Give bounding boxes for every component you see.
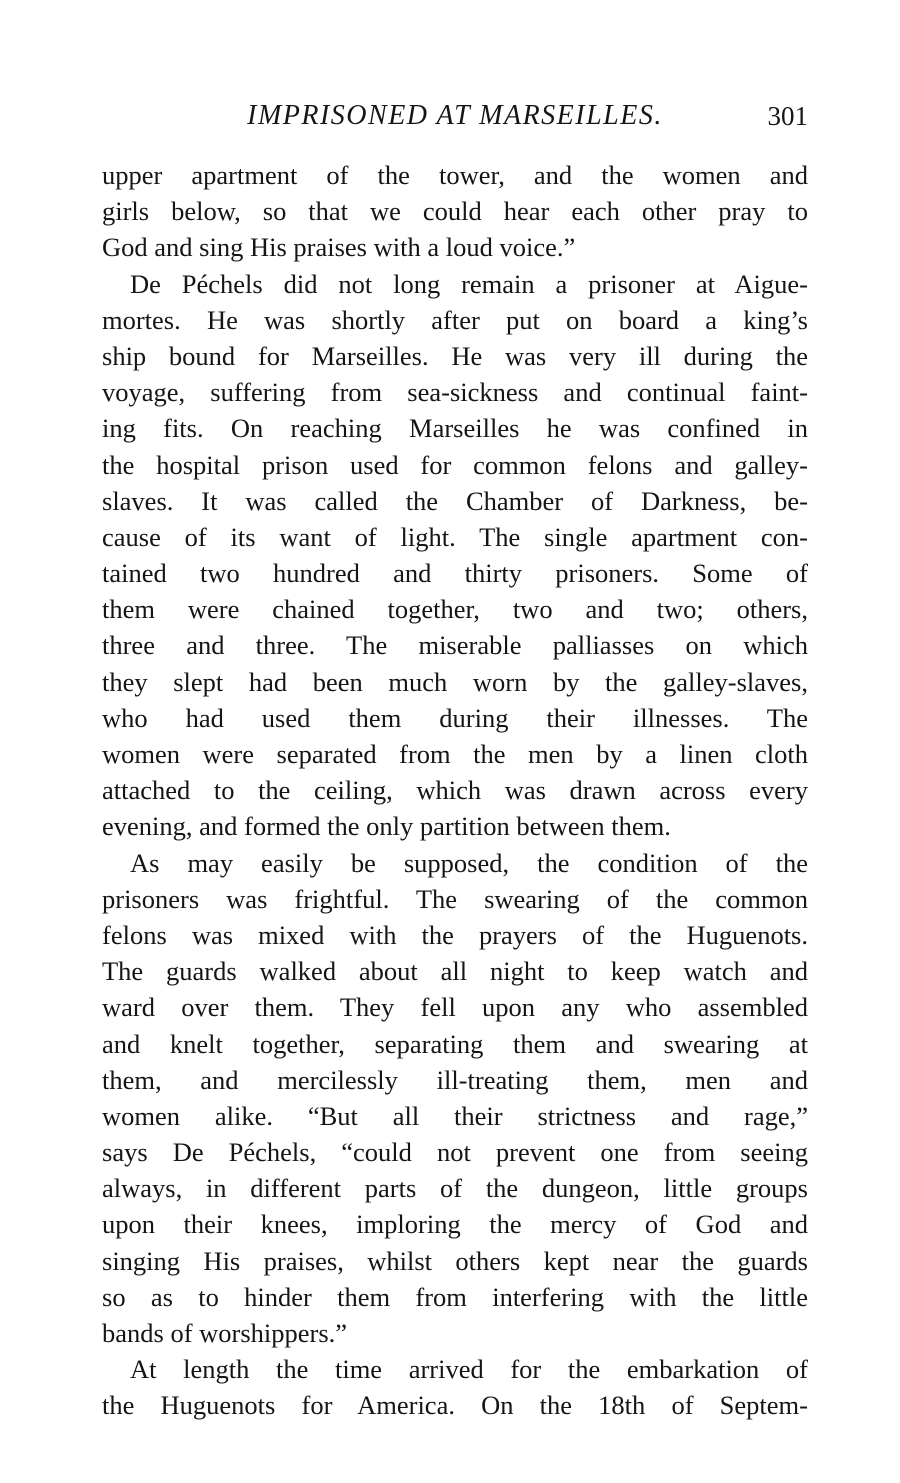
text-line: the hospital prison used for common felons and galley- <box>102 449 808 480</box>
text-line: bands of worshippers.” <box>102 1318 348 1348</box>
text-line: cause of its want of light. The single apartment con- <box>102 521 808 552</box>
text-line: women were separated from the men by a linen cloth <box>102 739 808 769</box>
text-line: God and sing His praises with a loud voice.” <box>102 232 576 263</box>
body-text <box>102 157 808 1424</box>
text-line: three and three. The miserable palliasses on which <box>102 630 808 661</box>
text-line: prisoners was frightful. The swearing of the common <box>102 883 808 914</box>
text-line: them were chained together, two and two; others, <box>102 594 808 625</box>
text-line: who had used them during their illnesses. The <box>102 702 808 733</box>
text-line: always, in different parts of the dungeon, little groups <box>102 1173 808 1204</box>
page-number: 301 <box>767 101 808 131</box>
text-line: girls below, so that we could hear each other pray to <box>102 196 808 227</box>
text-line: evening, and formed the only partition between them. <box>102 811 671 842</box>
text-line: ing fits. On reaching Marseilles he was confined in <box>102 413 808 444</box>
text-line: says De Péchels, “could not prevent one from seeing <box>102 1137 808 1168</box>
text-line: attached to the ceiling, which was drawn across every <box>102 775 808 806</box>
text-line: slaves. It was called the Chamber of Darkness, be- <box>102 485 808 516</box>
text-line: ward over them. They fell upon any who assembled <box>102 992 808 1023</box>
paragraph-first-line: As may easily be supposed, the condition of the <box>130 847 808 878</box>
text-line: upon their knees, imploring the mercy of God and <box>102 1209 808 1240</box>
text-line: so as to hinder them from interfering with the little <box>102 1281 808 1312</box>
text-line: tained two hundred and thirty prisoners. Some of <box>102 558 808 589</box>
paragraph-first-line: De Péchels did not long remain a prisoner at Aigue- <box>130 268 808 299</box>
text-line: mortes. He was shortly after put on board a king’s <box>102 304 808 335</box>
text-line: The guards walked about all night to keep watch and <box>102 956 808 987</box>
text-line: they slept had been much worn by the galley-slaves, <box>102 666 808 697</box>
text-line: felons was mixed with the prayers of the Huguenots. <box>102 919 808 950</box>
text-line: the Huguenots for America. On the 18th of Septem- <box>102 1390 808 1421</box>
text-line: ship bound for Marseilles. He was very ill during the <box>102 340 808 371</box>
text-line: upper apartment of the tower, and the women and <box>102 160 808 190</box>
text-line: voyage, suffering from sea-sickness and continual faint- <box>102 377 808 408</box>
text-line: women alike. “But all their strictness and rage,” <box>102 1100 808 1131</box>
paragraph-first-line: At length the time arrived for the embarkation of <box>130 1354 808 1385</box>
text-line: and knelt together, separating them and swearing at <box>102 1028 808 1059</box>
running-title: IMPRISONED AT MARSEILLES. <box>247 100 663 131</box>
text-line: singing His praises, whilst others kept near the guards <box>102 1245 808 1276</box>
running-header <box>102 96 808 136</box>
text-line: them, and mercilessly ill-treating them, men and <box>102 1064 808 1095</box>
